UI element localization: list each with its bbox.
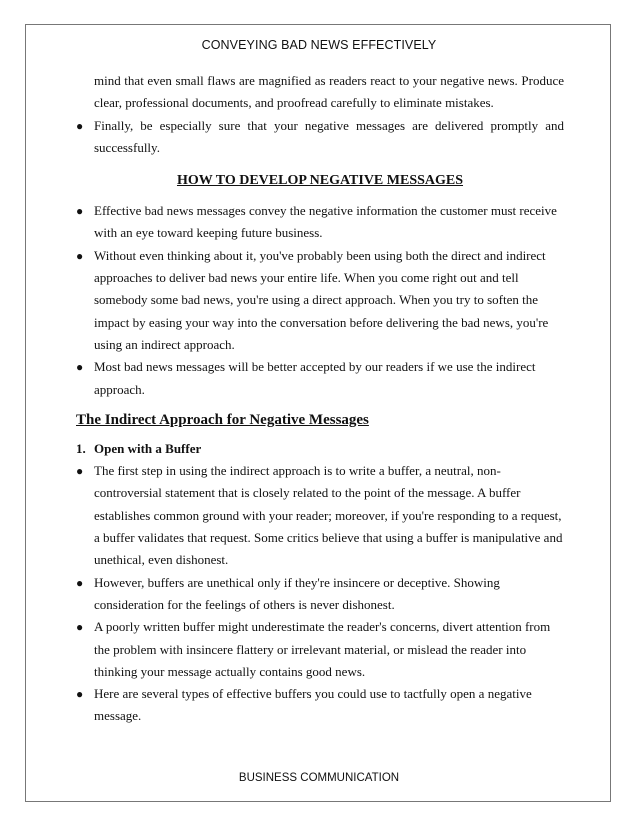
bullet-text: Here are several types of effective buffers you could use to tactfully open a negative message. [94,686,532,724]
list-item [76,245,564,356]
intro-continuation: mind that even small flaws are magnified as readers react to your negative news. Produce clear, professional documents, and proofread carefully to eliminate mistakes. [94,73,564,111]
bullet-icon: ● [76,687,84,702]
list-item [76,460,564,571]
bullet-icon: ● [76,118,84,133]
bullet-text: Without even thinking about it, you've probably been using both the direct and indirect approaches to deliver bad news your entire life. When you come right out and tell somebody some bad news, you're using a direct approach. When you try to soften the impact by easing your way into the conversation before delivering the bad news, you're using an indirect approach. [94,247,549,352]
intro-bullet [76,115,564,160]
bullet-icon: ● [76,360,84,375]
bullet-icon: ● [76,464,84,479]
bullet-text: However, buffers are unethical only if they're insincere or deceptive. Showing consideration for the feelings of others is never dishonest. [94,574,500,612]
bullet-text: A poorly written buffer might underestimate the reader's concerns, divert attention from the problem with insincere flattery or irrelevant material, or mislead the reader into thinking your message actually contains good news. [94,619,551,679]
list-item [76,572,564,617]
bullet-text: Finally, be especially sure that your negative messages are delivered promptly and successfully. [94,117,564,155]
list-item [76,200,564,245]
numbered-item [76,438,564,460]
section-heading: HOW TO DEVELOP NEGATIVE MESSAGES [176,173,464,189]
page-header: CONVEYING BAD NEWS EFFECTIVELY [201,38,437,52]
list-item [76,616,564,683]
subsection-heading: The Indirect Approach for Negative Messages [76,411,369,428]
bullet-icon: ● [76,204,84,219]
bullet-text: The first step in using the indirect approach is to write a buffer, a neutral, non-controversial statement that is closely related to the point of the message. A buffer establishes common ground with your reader; moreover, if you're responding to a request, a buffer validates that request. Some critics believe that using a buffer is manipulative and unethical, even dishonest. [94,463,563,568]
list-item [76,683,564,728]
list-item [76,356,564,401]
document-body [76,70,564,728]
item-number: 1. [76,440,86,456]
bullet-text: Effective bad news messages convey the negative information the customer must receive with an eye toward keeping future business. [94,203,557,241]
bullet-icon: ● [76,575,84,590]
page-footer: BUSINESS COMMUNICATION [238,772,400,784]
bullet-text: Most bad news messages will be better accepted by our readers if we use the indirect approach. [94,359,536,397]
item-title: Open with a Buffer [94,440,202,456]
bullet-icon: ● [76,620,84,635]
bullet-icon: ● [76,248,84,263]
